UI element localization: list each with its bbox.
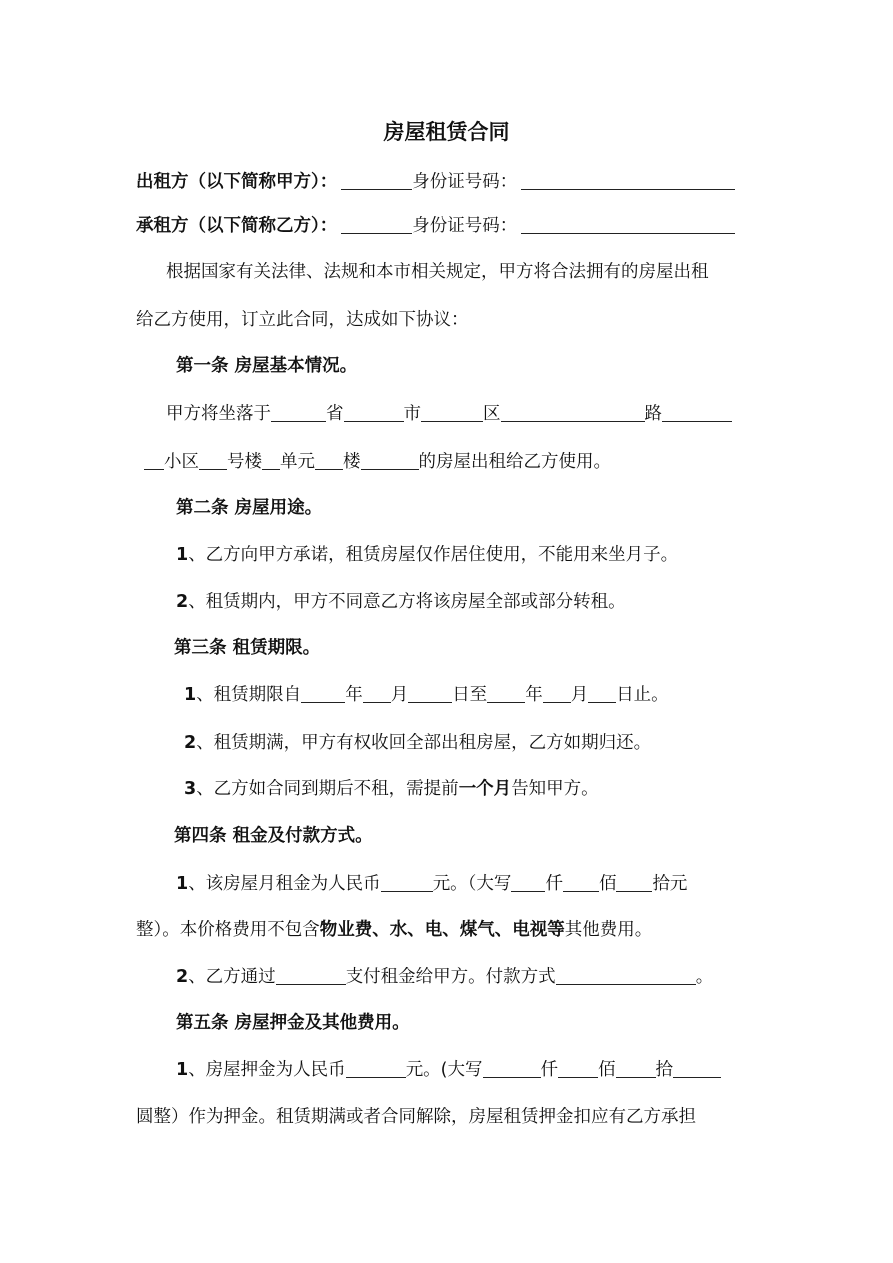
article-2-item-1 xyxy=(0,541,893,569)
lessee-name-blank[interactable] xyxy=(341,213,412,234)
start-month-label: 月 xyxy=(390,685,409,705)
floor-label: 楼 xyxy=(343,452,361,472)
item-number: 2 xyxy=(184,733,197,753)
rent-daxie-label: 元。（大写 xyxy=(432,874,512,894)
room-blank[interactable] xyxy=(361,449,419,470)
address-suffix: 的房屋出租给乙方使用。 xyxy=(418,452,611,472)
payment-method-label: 支付租金给甲方。付款方式 xyxy=(345,967,556,987)
lessee-line xyxy=(0,212,893,240)
city-blank[interactable] xyxy=(344,401,404,422)
fee-water: 水 xyxy=(389,920,408,940)
start-year-label: 年 xyxy=(345,685,363,705)
item-text: 、租赁期满，甲方有权收回全部出租房屋，乙方如期归还。 xyxy=(196,733,652,753)
fee-sep: 、 xyxy=(407,920,425,940)
start-year-blank[interactable] xyxy=(301,682,345,703)
building-blank[interactable] xyxy=(199,449,227,470)
lessee-label: 承租方（以下简称乙方）： xyxy=(136,216,338,236)
fee-gas: 煤气 xyxy=(459,920,495,940)
item-number: 1 xyxy=(176,545,189,565)
rent-tens-label: 拾元 xyxy=(652,874,688,894)
rent-prefix: 、该房屋月租金为人民币 xyxy=(188,874,381,894)
article-2-heading: 第二条 房屋用途。 xyxy=(176,498,323,518)
fees-suffix: 其他费用。 xyxy=(564,920,653,940)
item-number: 2 xyxy=(176,967,189,987)
deposit-thousands-blank[interactable] xyxy=(483,1057,541,1078)
road-blank-2[interactable] xyxy=(662,401,732,422)
page-title: 房屋租赁合同 xyxy=(383,120,510,144)
city-label: 市 xyxy=(403,404,421,424)
item-text: 、租赁期内，甲方不同意乙方将该房屋全部或部分转租。 xyxy=(188,592,626,612)
fees-prefix: 整）。本价格费用不包含 xyxy=(136,920,320,940)
fee-sep: 、 xyxy=(372,920,390,940)
province-label: 省 xyxy=(326,404,344,424)
article-5-item-1 xyxy=(0,1056,893,1084)
fee-sep: 、 xyxy=(494,920,513,940)
district-label: 区 xyxy=(483,404,501,424)
end-year-label: 年 xyxy=(525,685,543,705)
deposit-hundreds-label: 佰 xyxy=(598,1060,616,1080)
article-3-heading: 第三条 租赁期限。 xyxy=(174,638,321,658)
item-number: 3 xyxy=(184,779,197,799)
lessee-id-label: 身份证号码： xyxy=(412,216,518,236)
fee-property: 物业费 xyxy=(319,920,373,940)
payment-channel-blank[interactable] xyxy=(276,964,346,985)
end-day-blank[interactable] xyxy=(588,682,616,703)
building-label: 号楼 xyxy=(227,452,262,472)
unit-blank[interactable] xyxy=(262,449,280,470)
item-text-end: 告知甲方。 xyxy=(511,779,599,799)
intro-line-2: 给乙方使用，订立此合同，达成如下协议： xyxy=(136,310,469,330)
item-number: 2 xyxy=(176,592,189,612)
article-3-item-3 xyxy=(0,775,893,803)
fee-tv: 电视等 xyxy=(512,920,565,940)
item-text: 、乙方向甲方承诺，租赁房屋仅作居住使用，不能用来坐月子。 xyxy=(188,545,679,565)
notice-period: 一个月 xyxy=(458,779,512,799)
deposit-hundreds-blank[interactable] xyxy=(558,1057,598,1078)
article-1-heading: 第一条 房屋基本情况。 xyxy=(176,356,358,376)
article-3-item-1 xyxy=(0,681,893,709)
article-5-heading: 第五条 房屋押金及其他费用。 xyxy=(176,1013,410,1033)
start-month-blank[interactable] xyxy=(363,682,391,703)
payment-end: 。 xyxy=(695,967,714,987)
rent-hundreds-label: 佰 xyxy=(598,874,617,894)
rent-tens-blank[interactable] xyxy=(616,871,652,892)
item-number: 1 xyxy=(176,874,189,894)
end-month-blank[interactable] xyxy=(543,682,571,703)
article-2-item-2 xyxy=(0,588,893,616)
deposit-thousands-label: 仟 xyxy=(540,1060,559,1080)
item-text: 、乙方如合同到期后不租，需提前 xyxy=(196,779,459,799)
payment-method-blank[interactable] xyxy=(556,964,696,985)
end-month-label: 月 xyxy=(570,685,589,705)
term-prefix: 、租赁期限自 xyxy=(196,685,302,705)
deposit-units-blank[interactable] xyxy=(673,1057,721,1078)
deposit-tens-blank[interactable] xyxy=(616,1057,656,1078)
article-4-item-2 xyxy=(0,963,893,991)
community-label: 小区 xyxy=(164,452,199,472)
lessor-name-blank[interactable] xyxy=(341,169,412,190)
item-number: 1 xyxy=(176,1060,189,1080)
rent-hundreds-blank[interactable] xyxy=(563,871,599,892)
road-blank[interactable] xyxy=(501,401,645,422)
article-4-item-1 xyxy=(0,870,893,898)
lessor-id-blank[interactable] xyxy=(521,169,735,190)
article-1-line-2 xyxy=(0,448,893,476)
address-prefix: 甲方将坐落于 xyxy=(166,404,271,424)
deposit-prefix: 、房屋押金为人民币 xyxy=(188,1060,346,1080)
article-3-item-2 xyxy=(0,729,893,757)
item-number: 1 xyxy=(184,685,197,705)
lessor-id-label: 身份证号码： xyxy=(412,172,518,192)
article-1-line-1 xyxy=(0,400,893,428)
province-blank[interactable] xyxy=(271,401,326,422)
intro-line-1: 根据国家有关法律、法规和本市相关规定，甲方将合法拥有的房屋出租 xyxy=(166,262,709,282)
start-day-blank[interactable] xyxy=(408,682,452,703)
fee-electricity: 电 xyxy=(424,920,443,940)
road-label: 路 xyxy=(644,404,662,424)
rent-thousands-label: 仟 xyxy=(545,874,563,894)
floor-blank[interactable] xyxy=(315,449,343,470)
start-day-label: 日至 xyxy=(452,685,488,705)
lessor-label: 出租方（以下简称甲方）： xyxy=(136,172,338,192)
unit-label: 单元 xyxy=(280,452,315,472)
rent-amount-blank[interactable] xyxy=(381,871,433,892)
lessor-line xyxy=(0,168,893,196)
end-day-label: 日止。 xyxy=(616,685,669,705)
article-5-item-1-cont: 圆整）作为押金。租赁期满或者合同解除，房屋租赁押金扣应有乙方承担 xyxy=(136,1107,696,1127)
end-year-blank[interactable] xyxy=(487,682,525,703)
fee-sep: 、 xyxy=(442,920,460,940)
article-4-item-1-cont xyxy=(0,916,893,944)
lessee-id-blank[interactable] xyxy=(521,213,735,234)
district-blank[interactable] xyxy=(421,401,483,422)
deposit-amount-blank[interactable] xyxy=(346,1057,406,1078)
rent-thousands-blank[interactable] xyxy=(511,871,545,892)
deposit-daxie-label: 元。(大写 xyxy=(405,1060,483,1080)
deposit-tens-label: 拾 xyxy=(655,1060,674,1080)
community-blank[interactable] xyxy=(144,449,164,470)
payment-prefix: 、乙方通过 xyxy=(188,967,276,987)
article-4-heading: 第四条 租金及付款方式。 xyxy=(174,826,373,846)
